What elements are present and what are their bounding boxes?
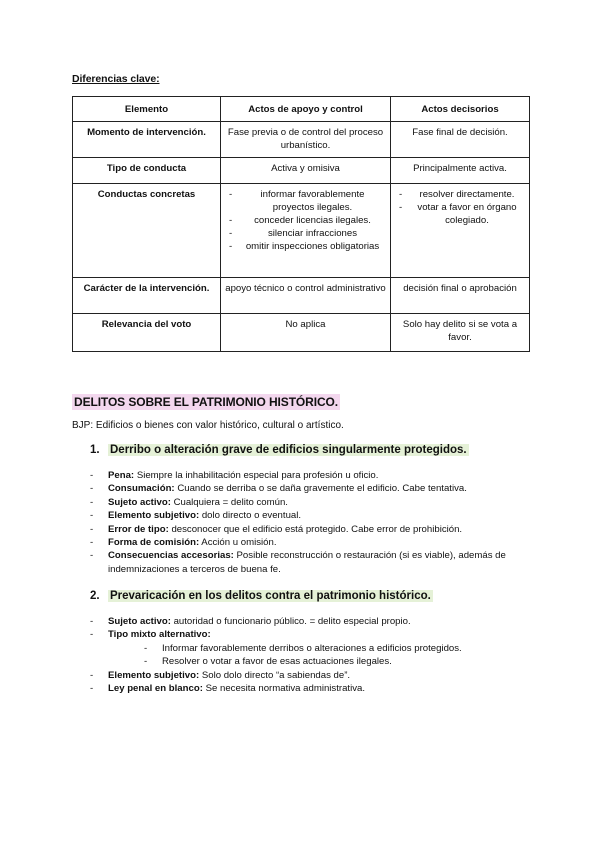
item-label: Elemento subjetivo: <box>108 669 200 681</box>
table-cell: Solo hay delito si se vota a favor. <box>391 314 530 352</box>
list-item: - resolver directamente. <box>395 188 525 201</box>
table-cell: No aplica <box>221 314 391 352</box>
item-text: Cualquiera = delito común. <box>173 496 288 508</box>
item-label: Tipo mixto alternativo: <box>108 629 211 641</box>
item-label: Sujeto activo: <box>108 496 171 508</box>
column-header: Elemento <box>73 97 221 122</box>
item-label: Consecuencias accesorias: <box>108 550 234 562</box>
nested-list-item: - Resolver o votar a favor de esas actuaciones ilegales. <box>144 655 530 668</box>
list-item: - informar favorablemente proyectos ilegales. <box>225 188 386 214</box>
item-label: Pena: <box>108 470 135 481</box>
list-item <box>90 628 530 668</box>
item-text: Acción u omisión. <box>201 537 277 549</box>
row-label: Carácter de la intervención. <box>73 278 221 314</box>
list-item: - omitir inspecciones obligatorias <box>225 240 386 253</box>
table-cell: Principalmente activa. <box>391 158 530 184</box>
list-item: - conceder licencias ilegales. <box>225 214 386 227</box>
subsection-1-list <box>90 469 530 576</box>
list-item <box>90 509 530 522</box>
table-row <box>73 314 530 352</box>
list-item <box>90 523 530 536</box>
nested-list-item: - Informar favorablemente derribos o alteraciones a edificios protegidos. <box>144 642 530 655</box>
subsection-2-list <box>90 615 530 695</box>
item-label: Consumación: <box>108 483 175 495</box>
subsection-number: 1. <box>90 444 100 456</box>
list-item: - votar a favor en órgano colegiado. <box>395 201 525 227</box>
conduct-list-decisorio <box>395 188 525 227</box>
table-row <box>73 122 530 158</box>
list-item <box>90 669 530 682</box>
row-label: Momento de intervención. <box>73 122 221 158</box>
column-header: Actos decisorios <box>391 97 530 122</box>
subsection-title: Prevaricación en los delitos contra el patrimonio histórico. <box>110 590 431 602</box>
section-heading: DELITOS SOBRE EL PATRIMONIO HISTÓRICO. <box>74 395 338 409</box>
table-cell: decisión final o aprobación <box>391 278 530 314</box>
subsection-heading-2 <box>90 590 433 602</box>
column-header: Actos de apoyo y control <box>221 97 391 122</box>
item-text: dolo directo o eventual. <box>201 510 302 522</box>
list-item <box>90 469 530 482</box>
nested-list <box>108 642 530 669</box>
item-label: Ley penal en blanco: <box>108 683 203 695</box>
item-text: Se necesita normativa administrativa. <box>205 683 366 695</box>
table-row <box>73 278 530 314</box>
table-cell: Fase previa o de control del proceso urbanístico. <box>221 122 391 158</box>
list-item: - silenciar infracciones <box>225 227 386 240</box>
table-row <box>73 184 530 278</box>
table-cell <box>391 184 530 278</box>
item-text: Solo dolo directo “a sabiendas de”. <box>201 669 351 681</box>
item-text: Posible reconstrucción o restauración (si es viable), además de indemnizaciones a terceros de buena fe. <box>108 550 506 575</box>
item-label: Forma de comisión: <box>108 537 200 549</box>
list-item <box>90 536 530 549</box>
list-item <box>90 482 530 495</box>
table-row <box>73 158 530 184</box>
list-item <box>90 549 530 576</box>
item-label: Elemento subjetivo: <box>108 510 200 522</box>
intro-text: BJP: Edificios o bienes con valor histórico, cultural o artístico. <box>72 420 344 431</box>
table-cell: Activa y omisiva <box>221 158 391 184</box>
item-text: Cuando se derriba o se daña gravemente el edificio. Cabe tentativa. <box>177 483 467 495</box>
item-label: Sujeto activo: <box>108 616 171 627</box>
item-text: Siempre la inhabilitación especial para profesión u oficio. <box>136 470 379 481</box>
subsection-number: 2. <box>90 590 100 602</box>
table-cell <box>221 184 391 278</box>
row-label: Relevancia del voto <box>73 314 221 352</box>
row-label: Tipo de conducta <box>73 158 221 184</box>
table-header-row <box>73 97 530 122</box>
list-item <box>90 496 530 509</box>
list-item <box>90 615 530 628</box>
subsection-title: Derribo o alteración grave de edificios singularmente protegidos. <box>110 444 467 456</box>
row-label: Conductas concretas <box>73 184 221 278</box>
table-cell: apoyo técnico o control administrativo <box>221 278 391 314</box>
item-label: Error de tipo: <box>108 523 169 535</box>
subsection-heading-1 <box>90 444 469 456</box>
key-differences-heading: Diferencias clave: <box>72 73 160 85</box>
conduct-list-apoyo <box>225 188 386 253</box>
comparison-table <box>72 96 530 352</box>
item-text: autoridad o funcionario público. = delito especial propio. <box>173 616 411 627</box>
item-text: desconocer que el edificio está protegido. Cabe error de prohibición. <box>171 523 463 535</box>
list-item <box>90 682 530 695</box>
table-cell: Fase final de decisión. <box>391 122 530 158</box>
